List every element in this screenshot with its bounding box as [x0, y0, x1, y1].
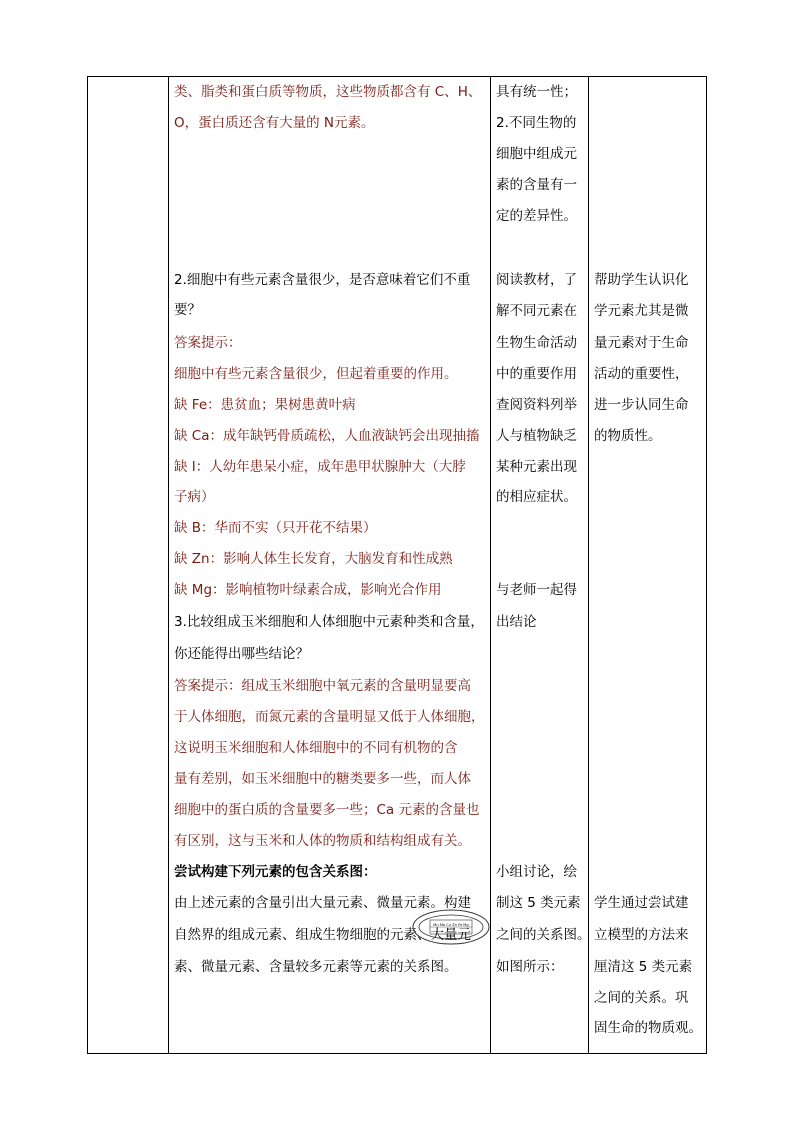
- activity-text: 具有统一性；: [496, 84, 577, 100]
- question-2: 要？: [174, 302, 201, 318]
- answer-line: 细胞中的蛋白质的含量要多一些；Ca 元素的含量也: [174, 802, 480, 818]
- activity-text: 中的重要作用: [496, 366, 577, 382]
- activity-text: 查阅资料列举: [496, 397, 577, 413]
- activity-text: 之间的关系图。: [496, 927, 591, 943]
- intent-text: 量元素对于生命: [594, 335, 689, 351]
- intent-text: 的物质性。: [594, 428, 662, 444]
- column-divider-3: [588, 77, 589, 1053]
- answer-line: 缺 Zn：影响人体生长发育，大脑发育和性成熟: [174, 551, 453, 567]
- answer-line: 这说明玉米细胞和人体细胞中的不同有机物的含: [174, 740, 458, 756]
- activity-text: 的相应症状。: [496, 489, 577, 505]
- column-divider-1: [168, 77, 169, 1053]
- answer-line: 缺 Fe：患贫血；果树患黄叶病: [174, 397, 356, 413]
- activity-text: 人与植物缺乏: [496, 428, 577, 444]
- answer-line: 缺 Mg：影响植物叶绿素合成，影响光合作用: [174, 582, 442, 598]
- activity-text: 定的差异性。: [496, 208, 577, 224]
- answer-line: 有区别，这与玉米和人体的物质和结构组成有关。: [174, 833, 471, 849]
- intent-text: 固生命的物质观。: [594, 1020, 702, 1036]
- diagram-label: Mn Mo Cu Zn Fe Mg: [433, 923, 469, 927]
- activity-text: 某种元素出现: [496, 459, 577, 475]
- activity-text: 解不同元素在: [496, 303, 577, 319]
- question-2: 2.细胞中有些元素含量很少，是否意味着它们不重: [174, 272, 471, 288]
- activity-text: 阅读教材，了: [496, 272, 577, 288]
- activity-text: 素的含量有一: [496, 177, 577, 193]
- answer-line: 子病）: [174, 489, 215, 505]
- answer-line: 于人体细胞，而氮元素的含量明显又低于人体细胞，: [174, 709, 485, 725]
- intent-text: 进一步认同生命: [594, 397, 689, 413]
- activity-heading: 尝试构建下列元素的包含关系图：: [174, 864, 377, 880]
- intent-text: 学生通过尝试建: [594, 895, 689, 911]
- intent-text: 帮助学生认识化: [594, 272, 689, 288]
- answer-line: 缺 B：华而不实（只开花不结果）: [174, 520, 377, 536]
- element-relationship-diagram: [412, 908, 490, 946]
- answer-line: 细胞中有些元素含量很少，但起着重要的作用。: [174, 366, 458, 382]
- intent-text: 活动的重要性，: [594, 366, 689, 382]
- answer-line: 缺 Ca：成年缺钙骨质疏松，人血液缺钙会出现抽搐: [174, 428, 480, 444]
- activity-line: 由上述元素的含量引出大量元素、微量元素。构建: [174, 895, 471, 911]
- activity-line: 自然界的组成元素、组成生物细胞的元素、大量元: [174, 927, 471, 943]
- activity-text: 生物生命活动: [496, 335, 577, 351]
- activity-text: 小组讨论，绘: [496, 864, 577, 880]
- answer-line: 缺 I：人幼年患呆小症，成年患甲状腺肿大（大脖: [174, 459, 466, 475]
- activity-text: 出结论: [496, 614, 537, 630]
- question-3: 你还能得出哪些结论？: [174, 646, 309, 662]
- intent-text: 立模型的方法来: [594, 927, 689, 943]
- column-divider-2: [490, 77, 491, 1053]
- activity-text: 制这 5 类元素: [496, 895, 581, 911]
- question-3: 3.比较组成玉米细胞和人体细胞中元素种类和含量，: [174, 614, 484, 630]
- activity-text: 如图所示：: [496, 959, 564, 975]
- intent-text: 之间的关系。巩: [594, 990, 689, 1006]
- answer-line: 答案提示：组成玉米细胞中氧元素的含量明显要高: [174, 678, 471, 694]
- intent-text: 厘清这 5 类元素: [594, 959, 693, 975]
- activity-text: 细胞中组成元: [496, 146, 577, 162]
- content-line: 类、脂类和蛋白质等物质，这些物质都含有 C、H、: [174, 84, 482, 100]
- activity-line: 素、微量元素、含量较多元素等元素的关系图。: [174, 959, 458, 975]
- activity-text: 2.不同生物的: [496, 115, 577, 131]
- content-line: O，蛋白质还含有大量的 N元素。: [174, 115, 375, 131]
- answer-label: 答案提示：: [174, 335, 242, 351]
- answer-line: 量有差别，如玉米细胞中的糖类要多一些，而人体: [174, 771, 471, 787]
- activity-text: 与老师一起得: [496, 582, 577, 598]
- intent-text: 学元素尤其是微: [594, 303, 689, 319]
